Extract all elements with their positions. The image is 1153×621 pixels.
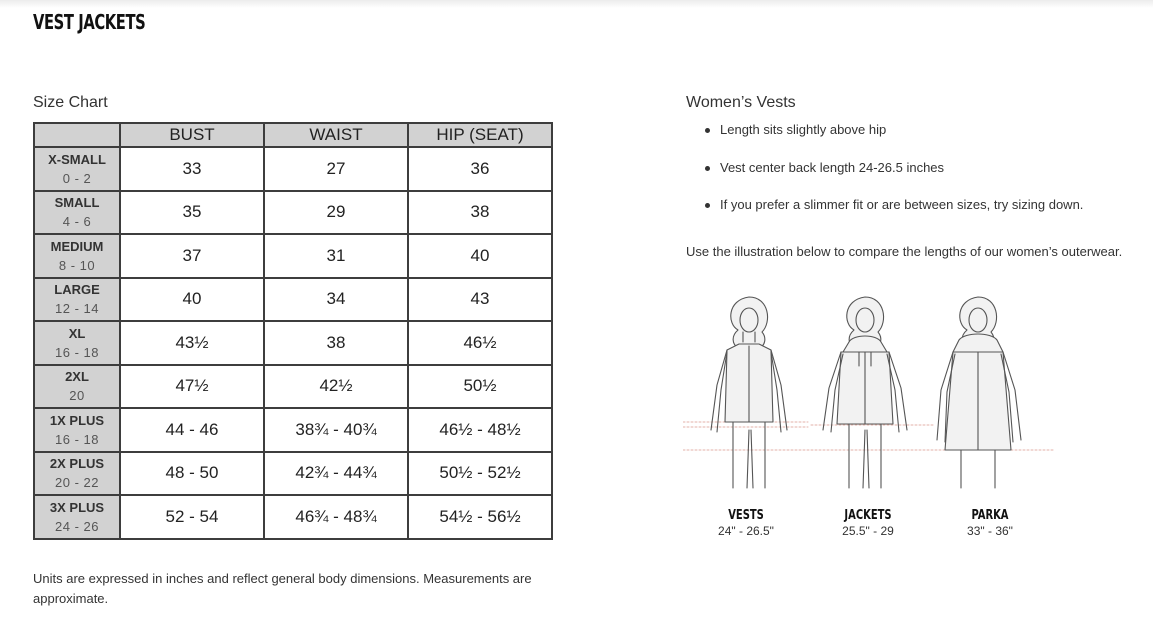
size-label-cell [34, 452, 120, 496]
hip-value: 46½ [408, 321, 552, 365]
list-item: Length sits slightly above hip [720, 122, 1083, 142]
hip-value: 46½ - 48½ [408, 408, 552, 452]
womens-vests-title: Women’s Vests [686, 94, 796, 111]
top-shadow [0, 0, 1153, 8]
waist-value: 42¾ - 44¾ [264, 452, 408, 496]
table-header-row [34, 123, 552, 147]
size-name: 3X PLUS [49, 499, 105, 515]
size-label-cell [34, 495, 120, 539]
bust-value: 47½ [120, 365, 264, 409]
waist-value: 27 [264, 147, 408, 191]
size-label-cell [34, 191, 120, 235]
page-title: VEST JACKETS [33, 10, 146, 34]
size-numeric: 20 - 22 [55, 475, 99, 491]
size-name: SMALL [54, 195, 100, 211]
table-row [34, 234, 552, 278]
table-row [34, 495, 552, 539]
jackets-length-label [813, 508, 923, 538]
hip-value: 50½ - 52½ [408, 452, 552, 496]
hip-value: 38 [408, 191, 552, 235]
outerwear-length-illustration [683, 290, 1063, 538]
table-row [34, 321, 552, 365]
hip-value: 54½ - 56½ [408, 495, 552, 539]
size-name: 2X PLUS [49, 456, 105, 472]
table-row [34, 452, 552, 496]
hip-value: 40 [408, 234, 552, 278]
hip-value: 36 [408, 147, 552, 191]
bust-value: 35 [120, 191, 264, 235]
list-item: Vest center back length 24-26.5 inches [720, 160, 1083, 180]
table-row [34, 191, 552, 235]
vest-figure [711, 297, 787, 488]
bust-value: 40 [120, 278, 264, 322]
size-numeric: 12 - 14 [55, 301, 99, 317]
column-header-bust: BUST [120, 123, 264, 147]
bust-value: 33 [120, 147, 264, 191]
bust-value: 37 [120, 234, 264, 278]
jackets-length: 25.5" - 29 [842, 524, 894, 538]
size-label-cell [34, 147, 120, 191]
size-numeric: 24 - 26 [55, 518, 99, 534]
table-row [34, 365, 552, 409]
vests-length: 24" - 26.5" [718, 524, 774, 538]
bust-value: 48 - 50 [120, 452, 264, 496]
size-numeric: 20 [69, 388, 85, 404]
jackets-name: JACKETS [844, 508, 892, 523]
jacket-figure [823, 297, 907, 488]
size-chart-title: Size Chart [33, 94, 108, 111]
size-name: LARGE [54, 282, 100, 298]
table-corner-cell [34, 123, 120, 147]
vests-name: VESTS [728, 508, 764, 523]
hip-value: 43 [408, 278, 552, 322]
parka-name: PARKA [971, 508, 1009, 523]
size-label-cell [34, 278, 120, 322]
size-numeric: 16 - 18 [55, 431, 99, 447]
waist-value: 46¾ - 48¾ [264, 495, 408, 539]
size-label-cell [34, 234, 120, 278]
fit-notes-list [720, 122, 1083, 235]
column-header-hip: HIP (SEAT) [408, 123, 552, 147]
size-numeric: 16 - 18 [55, 344, 99, 360]
hip-value: 50½ [408, 365, 552, 409]
parka-length: 33" - 36" [967, 524, 1013, 538]
size-label-cell [34, 321, 120, 365]
parka-figure [937, 297, 1021, 488]
outerwear-figures-drawing [683, 290, 1063, 495]
size-numeric: 8 - 10 [58, 257, 96, 273]
size-numeric: 0 - 2 [62, 170, 92, 186]
bust-value: 52 - 54 [120, 495, 264, 539]
table-row [34, 147, 552, 191]
waist-value: 42½ [264, 365, 408, 409]
size-chart-footnote: Units are expressed in inches and reflect general body dimensions. Measurements are approximate. [33, 571, 532, 606]
size-label-cell [34, 408, 120, 452]
waist-value: 38¾ - 40¾ [264, 408, 408, 452]
table-row [34, 278, 552, 322]
size-numeric: 4 - 6 [62, 214, 92, 230]
size-label-cell [34, 365, 120, 409]
size-name: X-SMALL [48, 151, 106, 167]
column-header-waist: WAIST [264, 123, 408, 147]
list-item: If you prefer a slimmer fit or are between sizes, try sizing down. [720, 197, 1083, 217]
size-name: 1X PLUS [49, 412, 105, 428]
table-row [34, 408, 552, 452]
size-name: MEDIUM [50, 238, 104, 254]
bust-value: 44 - 46 [120, 408, 264, 452]
waist-value: 31 [264, 234, 408, 278]
waist-value: 38 [264, 321, 408, 365]
parka-length-label [935, 508, 1045, 538]
size-name: 2XL [65, 369, 89, 385]
waist-value: 29 [264, 191, 408, 235]
size-chart-table [33, 122, 553, 540]
size-name: XL [68, 325, 86, 341]
waist-value: 34 [264, 278, 408, 322]
compare-lengths-text: Use the illustration below to compare the lengths of our women’s outerwear. [686, 244, 1123, 259]
vests-length-label [691, 508, 801, 538]
bust-value: 43½ [120, 321, 264, 365]
